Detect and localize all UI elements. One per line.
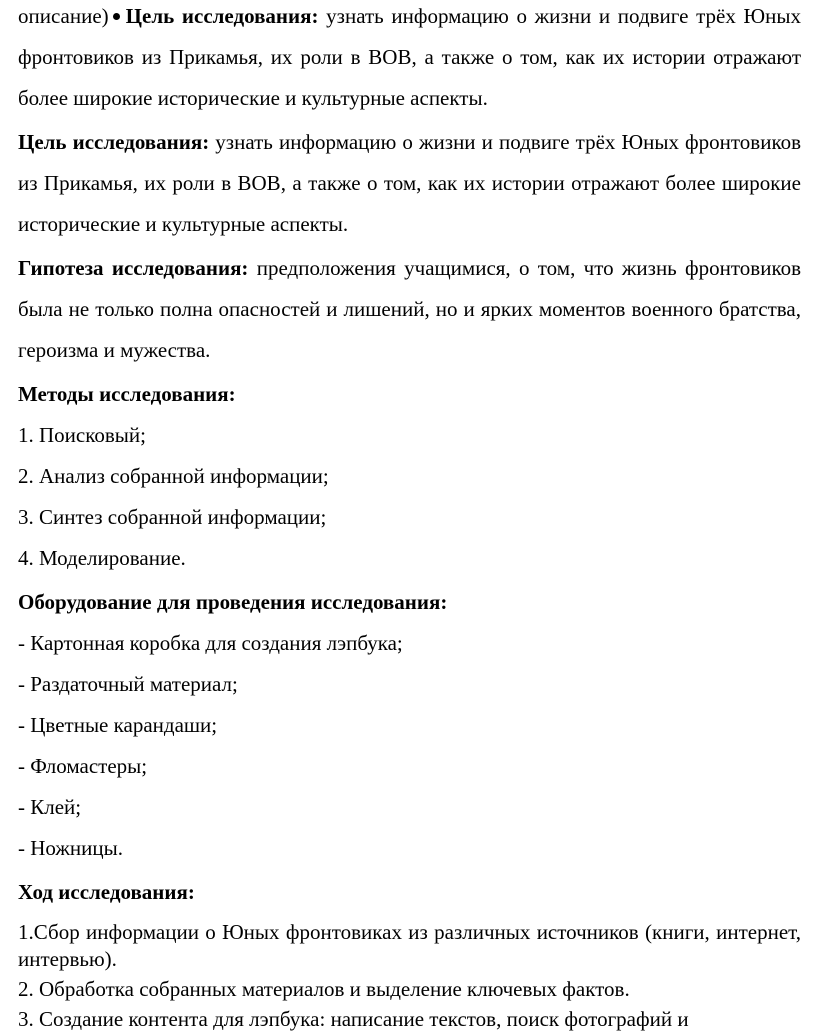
progress-item: 2. Обработка собранных материалов и выделение ключевых фактов. [18,977,630,1001]
methods-heading: Методы исследования: [18,382,236,406]
equipment-heading: Оборудование для проведения исследования: [18,590,448,614]
bullet-icon [113,13,120,20]
methods-item: 2. Анализ собранной информации; [18,464,329,488]
progress-heading: Ход исследования: [18,880,195,904]
equipment-item: - Ножницы. [18,836,123,860]
hypothesis-label: Гипотеза исследования: [18,256,249,280]
progress-item: 1.Сбор информации о Юных фронтовиках из различных источников (книги, интернет, интервью). [18,920,801,971]
progress-item: 3. Создание контента для лэпбука: написание текстов, поиск фотографий и [18,1007,689,1031]
equipment-item: - Картонная коробка для создания лэпбука; [18,631,403,655]
methods-item: 4. Моделирование. [18,546,186,570]
goal-paragraph [18,122,801,245]
hypothesis-paragraph [18,248,801,371]
equipment-item: - Цветные карандаши; [18,713,218,737]
intro-label: Цель исследования: [125,4,319,28]
goal-text: узнать информацию о жизни и подвиге трёх Юных фронтовиков из Прикамья, их роли в ВОВ, а также о том, как их истории отражают более широкие исторические и культурные аспекты. [18,130,801,236]
hypothesis-text: предположения учащимися, о том, что жизнь фронтовиков была не только полна опасностей и лишений, но и ярких моментов военного братства, героизма и мужества. [18,256,802,362]
intro-paragraph [18,0,801,119]
intro-text: узнать информацию о жизни и подвиге трёх Юных фронтовиков из Прикамья, их роли в ВОВ, а также о том, как их истории отражают более широкие исторические и культурные аспекты. [18,4,801,110]
equipment-item: - Фломастеры; [18,754,148,778]
methods-item: 1. Поисковый; [18,423,146,447]
document-page [18,0,801,1033]
methods-item: 3. Синтез собранной информации; [18,505,327,529]
goal-label: Цель исследования: [18,130,210,154]
intro-lead: описание) [18,4,109,28]
equipment-item: - Раздаточный материал; [18,672,238,696]
equipment-item: - Клей; [18,795,82,819]
